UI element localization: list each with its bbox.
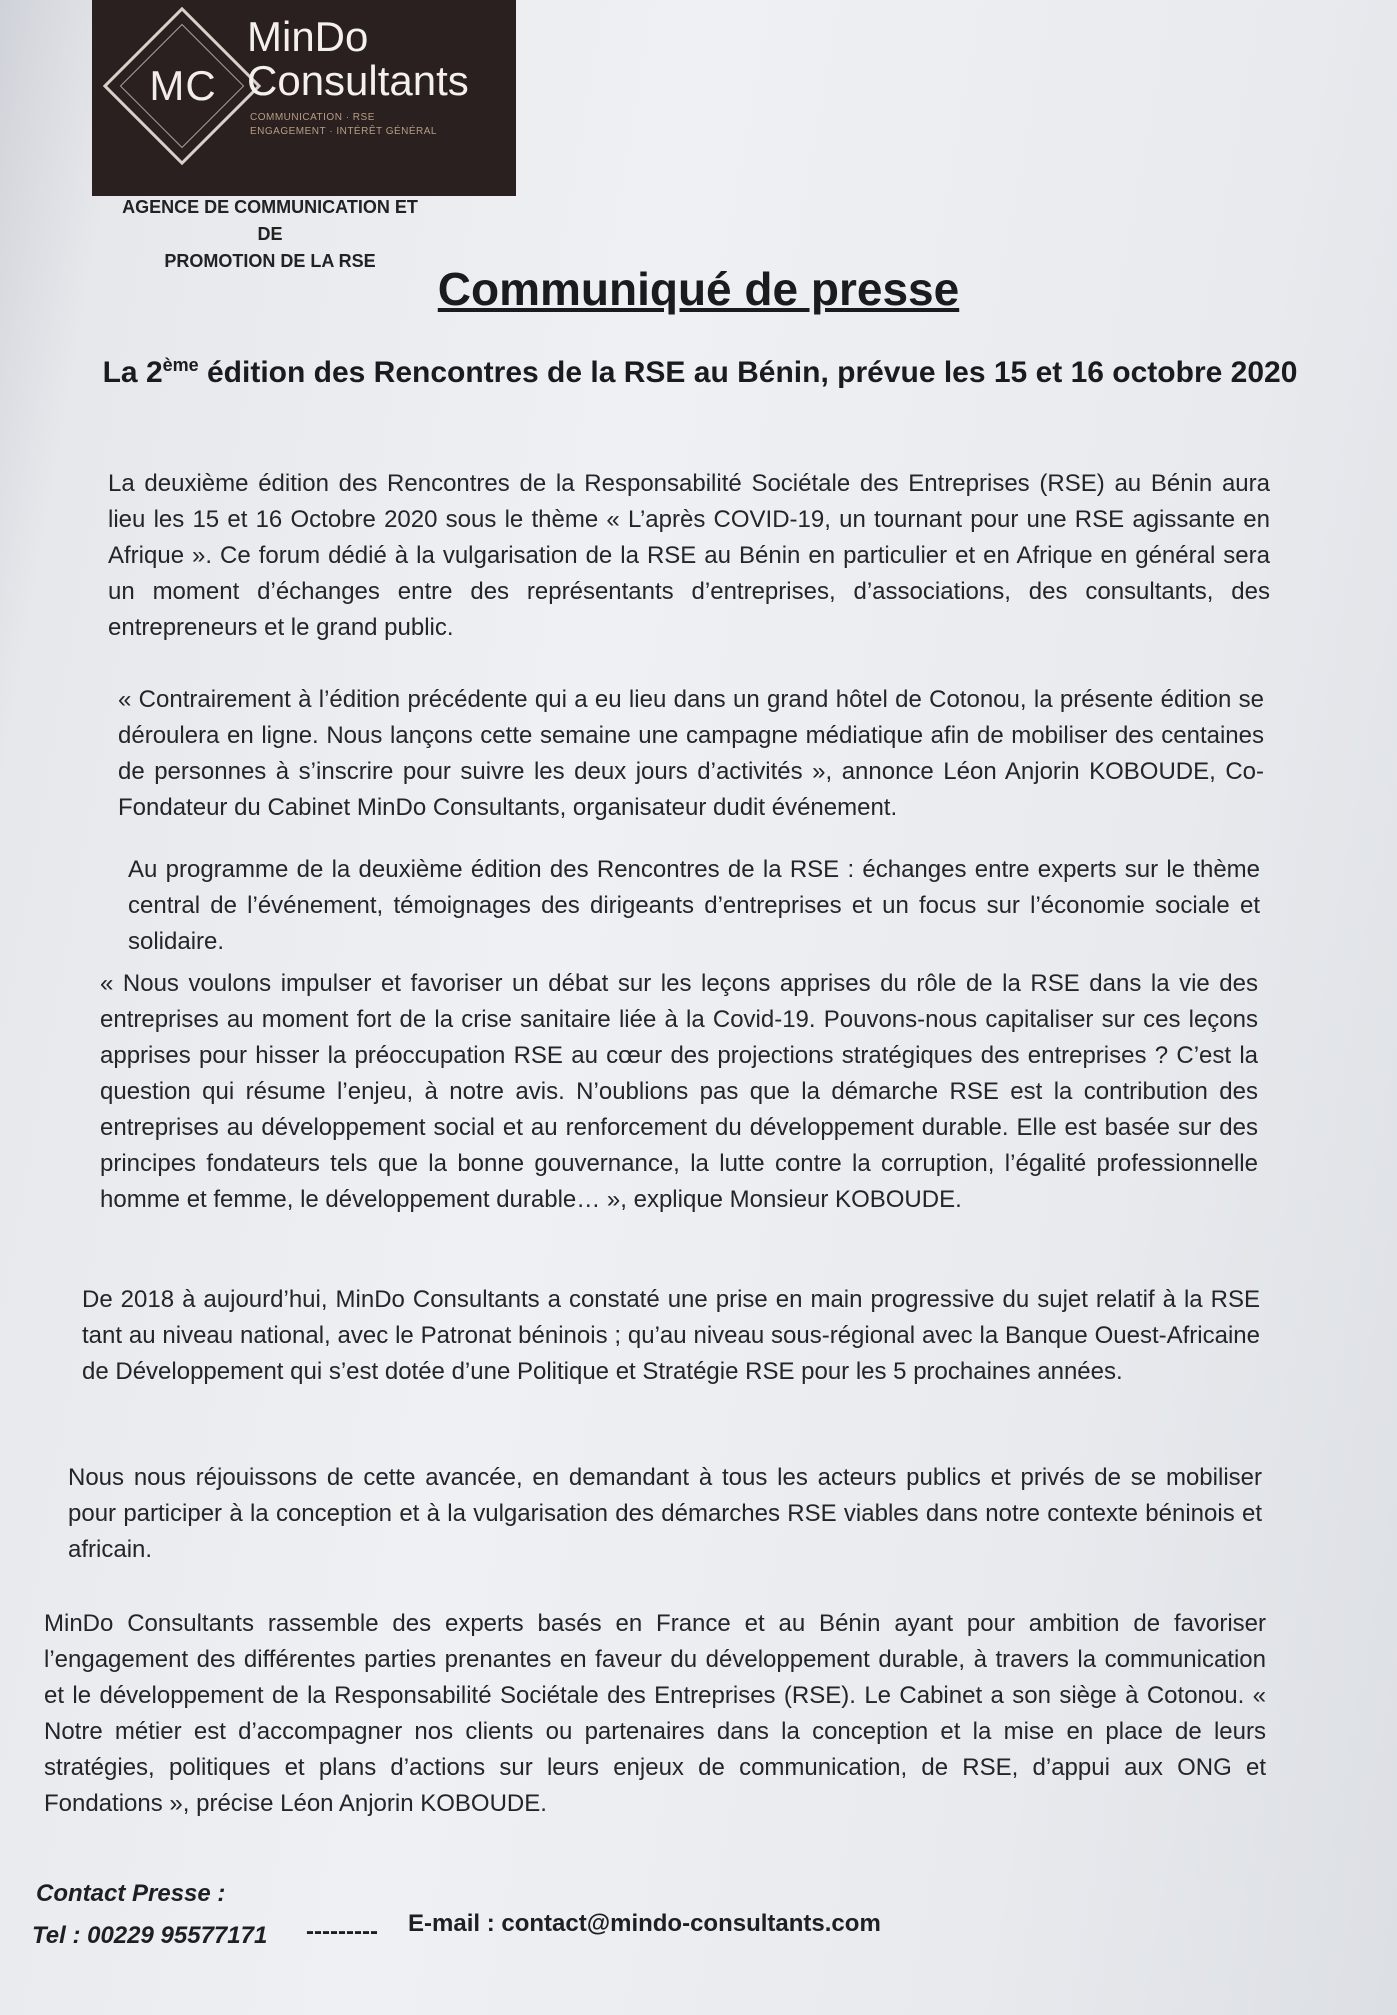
headline-rest: édition des Rencontres de la RSE au Bénin, prévue les 15 et 16 octobre 2020 <box>198 356 1298 389</box>
page-title: Communiqué de presse <box>437 263 960 315</box>
contact-phone: Tel : 00229 95577171 <box>32 1922 268 1949</box>
agency-line1: AGENCE DE COMMUNICATION ET DE <box>122 197 418 244</box>
paragraph-about: MinDo Consultants rassemble des experts basés en France et au Bénin ayant pour ambition de favoriser l’engagement des différentes parties prenantes en faveur du développement durable, à travers la communication et le développement de la Responsabilité Sociétale des Entreprises (RSE). Le Cabinet a son siège à Cotonou. « Notre métier est d’accompagner nos clients ou partenaires dans la conception et la mise en place de leurs stratégies, politiques et plans d’actions sur leurs enjeux de communication, de RSE, d’appui aux ONG et Fondations », précise Léon Anjorin KOBOUDE. <box>44 1610 1266 1817</box>
logo-monogram: MC <box>149 62 217 109</box>
logo-tagline1: COMMUNICATION · RSE <box>250 112 375 123</box>
paragraph-quote-online: « Contrairement à l’édition précédente qui a eu lieu dans un grand hôtel de Cotonou, la présente édition se déroulera en ligne. Nous lançons cette semaine une campagne médiatique afin de mobiliser des centaines de personnes à s’inscrire pour suivre les deux jours d’activités », annonce Léon Anjorin KOBOUDE, Co-Fondateur du Cabinet MinDo Consultants, organisateur dudit événement. <box>118 686 1264 821</box>
headline-superscript: ème <box>162 355 199 375</box>
headline <box>100 340 1300 398</box>
contact-separator: --------- <box>306 1918 378 1945</box>
company-logo <box>92 0 516 196</box>
logo-tagline2: ENGAGEMENT · INTÉRÊT GÉNÉRAL <box>250 126 437 137</box>
paragraph-program: Au programme de la deuxième édition des Rencontres de la RSE : échanges entre experts sur le thème central de l’événement, témoignages des dirigeants d’entreprises et un focus sur l’économie sociale et solidaire. <box>128 856 1260 955</box>
contact-heading: Contact Presse : <box>36 1880 226 1907</box>
paragraph-progress: De 2018 à aujourd’hui, MinDo Consultants a constaté une prise en main progressive du sujet relatif à la RSE tant au niveau national, avec le Patronat béninois ; qu’au niveau sous-régional avec la Banque Ouest-Africaine de Développement qui s’est dotée d’une Politique et Stratégie RSE pour les 5 prochaines années. <box>82 1286 1260 1385</box>
logo-name-line2: Consultants <box>247 57 469 104</box>
headline-prefix: La 2 <box>102 356 163 389</box>
paragraph-intro: La deuxième édition des Rencontres de la Responsabilité Sociétale des Entreprises (RSE) au Bénin aura lieu les 15 et 16 Octobre 2020 sous le thème « L’après COVID-19, un tournant pour une RSE agissante en Afrique ». Ce forum dédié à la vulgarisation de la RSE au Bénin en particulier et en Afrique en général sera un moment d’échanges entre des représentants d’entreprises, d’associations, des consultants, des entrepreneurs et le grand public. <box>108 470 1270 641</box>
logo-name-line1: MinDo <box>247 13 369 60</box>
contact-email: E-mail : contact@mindo-consultants.com <box>408 1910 881 1937</box>
paragraph-quote-debate: « Nous voulons impulser et favoriser un débat sur les leçons apprises du rôle de la RSE dans la vie des entreprises au moment fort de la crise sanitaire liée à la Covid-19. Pouvons-nous capitaliser sur ces leçons apprises pour hisser la préoccupation RSE au cœur des projections stratégiques des entreprises ? C’est la question qui résume l’enjeu, à notre avis. N’oublions pas que la démarche RSE est la contribution des entreprises au développement social et au renforcement du développement durable. Elle est basée sur des principes fondateurs tels que la bonne gouvernance, la lutte contre la corruption, l’égalité professionnelle homme et femme, le développement durable… », explique Monsieur KOBOUDE. <box>100 970 1258 1213</box>
agency-line2: PROMOTION DE LA RSE <box>164 251 376 271</box>
paragraph-call: Nous nous réjouissons de cette avancée, en demandant à tous les acteurs publics et privés de se mobiliser pour participer à la conception et à la vulgarisation des démarches RSE viables dans notre contexte béninois et africain. <box>68 1464 1262 1563</box>
